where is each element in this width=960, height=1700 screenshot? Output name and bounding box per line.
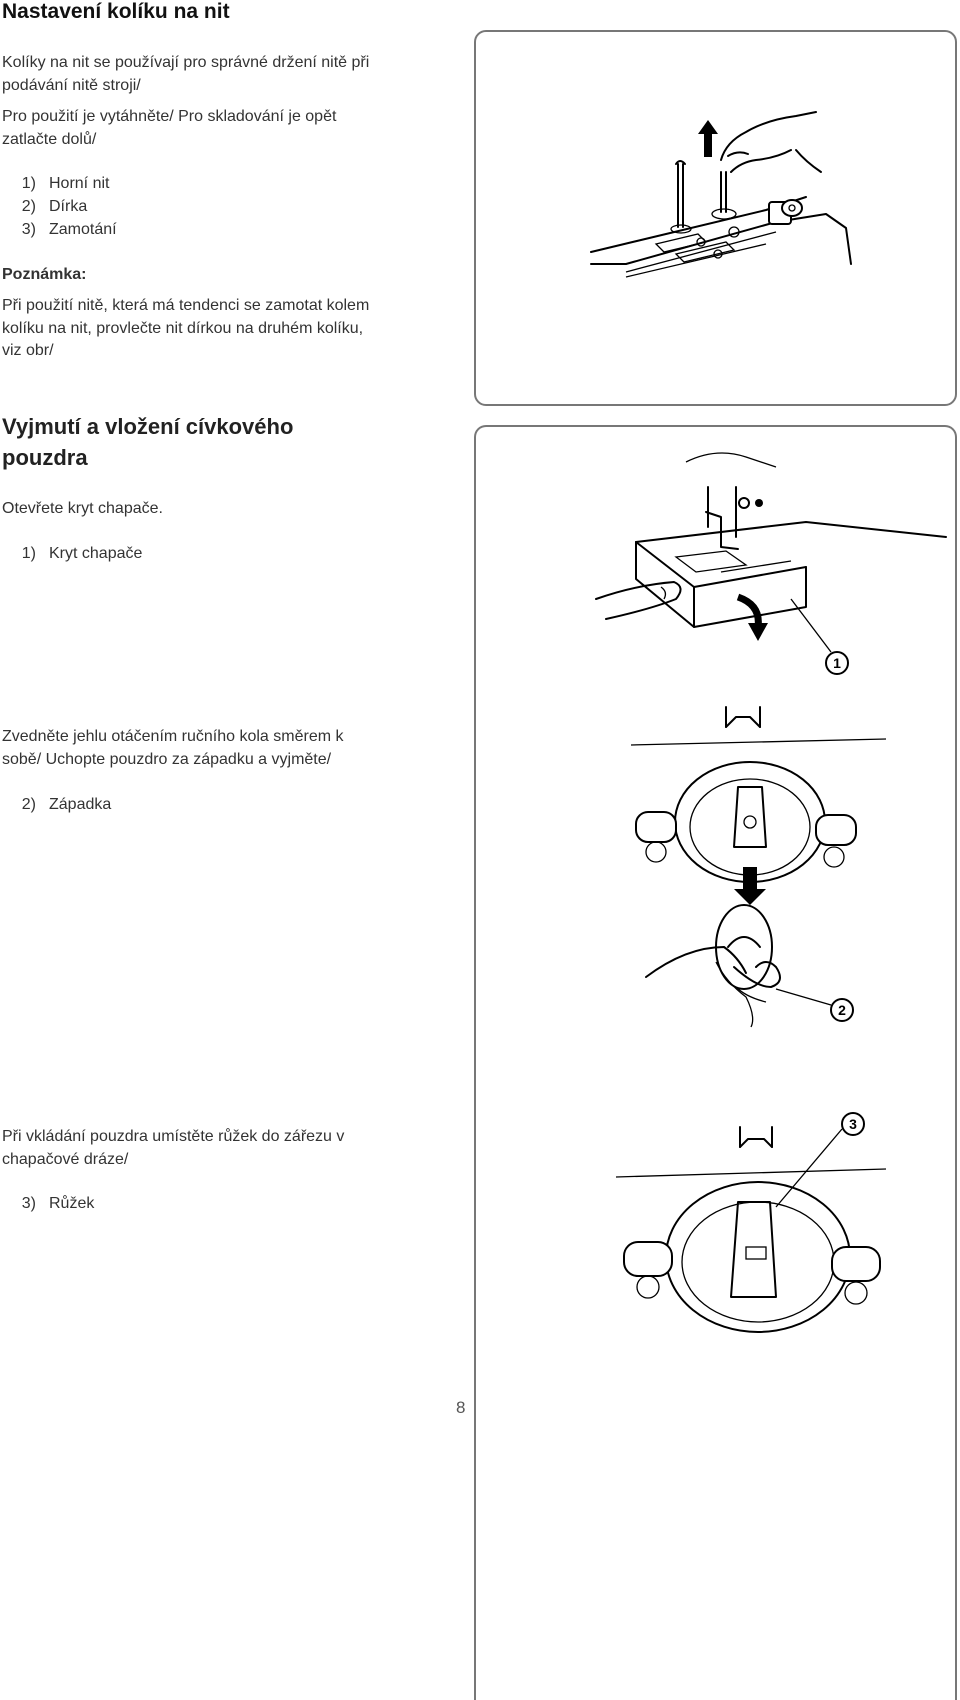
note-title: Poznámka:	[2, 266, 87, 283]
section-heading: Vyjmutí a vložení cívkového pouzdra	[2, 414, 294, 470]
spool-pin-illustration	[476, 32, 955, 404]
callout-2: 2	[838, 1002, 846, 1018]
paragraph-pull-out: Pro použití je vytáhněte/ Pro skladování je opět zatlačte dolů/	[2, 108, 337, 148]
list-item: 3) Zamotání	[21, 221, 117, 238]
list-item: 1) Horní nit	[21, 175, 110, 192]
list-item: 1) Kryt chapače	[21, 545, 143, 562]
page-number: 8	[456, 1398, 466, 1417]
callout-1: 1	[833, 655, 841, 671]
page-title: Nastavení kolíku na nit	[2, 0, 230, 23]
note-text: Při použití nitě, která má tendenci se zamotat kolem kolíku na nit, provlečte nit dírkou na druhém kolíku, viz obr/	[2, 297, 370, 359]
paragraph-open-cover: Otevřete kryt chapače.	[2, 500, 163, 517]
figure-panel-bobbin	[474, 425, 957, 1700]
paragraph-raise-needle: Zvedněte jehlu otáčením ručního kola směrem k sobě/ Uchopte pouzdro za západku a vyjměte/	[2, 728, 344, 768]
list-item: 2) Západka	[21, 796, 112, 813]
paragraph-insert-case: Při vkládání pouzdra umístěte růžek do zářezu v chapačové dráze/	[2, 1128, 345, 1168]
paragraph-spool-pins: Kolíky na nit se používají pro správné držení nitě při podávání nitě stroji/	[2, 54, 370, 94]
callout-3: 3	[849, 1116, 857, 1132]
figure-panel-spool-pin	[474, 30, 957, 406]
bobbin-case-illustration	[476, 427, 955, 1422]
list-item: 3) Růžek	[21, 1195, 95, 1212]
list-item: 2) Dírka	[21, 198, 88, 215]
